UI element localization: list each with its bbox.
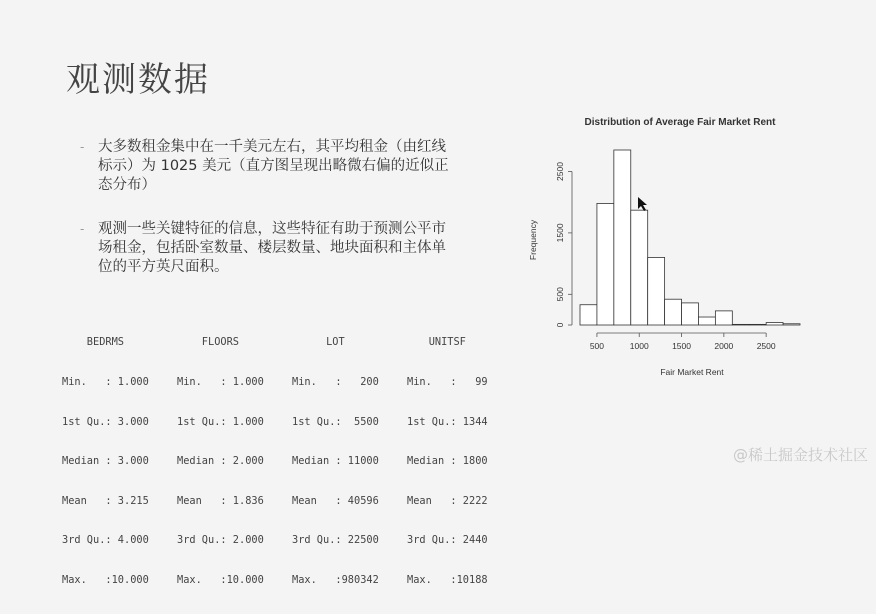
histogram-bar — [766, 323, 783, 325]
stats-row: Max. :980342 — [292, 574, 379, 587]
mouse-cursor-icon — [638, 197, 647, 211]
x-tick-label: 2500 — [756, 341, 776, 351]
stats-row: Max. :10.000 — [62, 574, 149, 587]
histogram-bar — [698, 317, 715, 325]
y-tick-label: 0 — [555, 322, 565, 328]
bullet-point-key-features — [80, 220, 460, 277]
histogram-bar — [682, 303, 699, 325]
stats-row: 3rd Qu.: 22500 — [292, 534, 379, 547]
chart-title: Distribution of Average Fair Market Rent — [584, 117, 776, 128]
watermark: @稀土掘金技术社区 — [732, 446, 868, 464]
stats-row: Max. :10.000 — [177, 574, 264, 587]
y-axis-label: Frequency — [528, 219, 538, 261]
stats-row: Median : 2.000 — [177, 455, 264, 468]
histogram-bar — [631, 210, 648, 325]
stats-row: 1st Qu.: 1344 — [407, 415, 488, 428]
histogram-bar — [580, 305, 597, 325]
stats-row: 1st Qu.: 5500 — [292, 415, 379, 428]
histogram-bar — [665, 299, 682, 325]
stats-row: Mean : 3.215 — [62, 494, 149, 507]
stats-row: Min. : 99 — [407, 376, 488, 389]
stats-row: Median : 11000 — [292, 455, 379, 468]
x-tick-label: 2000 — [714, 341, 734, 351]
x-tick-label: 500 — [589, 341, 605, 351]
stats-row: Mean : 2222 — [407, 494, 488, 507]
stats-column-header: FLOORS — [201, 336, 239, 349]
stats-row: 3rd Qu.: 2440 — [407, 534, 488, 547]
y-tick-label: 1500 — [555, 223, 565, 243]
histogram-bar — [715, 311, 732, 325]
stats-column-bedrms — [62, 310, 149, 614]
stats-column-header: LOT — [326, 336, 345, 349]
histogram-bar — [732, 324, 749, 325]
x-axis-label: Fair Market Rent — [660, 367, 724, 377]
histogram-bar — [648, 257, 665, 325]
stats-row: Mean : 40596 — [292, 494, 379, 507]
x-tick-label: 1000 — [629, 341, 649, 351]
stats-column-lot — [292, 310, 379, 614]
bullet-marker: - — [80, 222, 85, 236]
stats-row: 1st Qu.: 1.000 — [177, 415, 264, 428]
stats-row: Median : 1800 — [407, 455, 488, 468]
stats-row: 3rd Qu.: 4.000 — [62, 534, 149, 547]
stats-row: Max. :10188 — [407, 574, 488, 587]
histogram-svg — [520, 100, 820, 390]
stats-row: Median : 3.000 — [62, 455, 149, 468]
histogram-bar — [597, 203, 614, 325]
histogram-bar — [783, 324, 800, 325]
stats-row: Mean : 1.836 — [177, 494, 264, 507]
stats-column-floors — [177, 310, 264, 614]
stats-row: Min. : 200 — [292, 376, 379, 389]
stats-column-header: BEDRMS — [86, 336, 124, 349]
histogram-bar — [614, 150, 631, 325]
bullet-point-rent-distribution — [80, 138, 460, 195]
stats-row: 3rd Qu.: 2.000 — [177, 534, 264, 547]
histogram-bars — [580, 150, 800, 325]
y-tick-label: 500 — [555, 287, 565, 302]
histogram-chart — [520, 100, 820, 390]
bullet-text: 大多数租金集中在一千美元左右，其平均租金（由红线标示）为 1025 美元（直方图呈现出略微右偏的近似正态分布） — [98, 139, 449, 193]
bullet-text: 观测一些关键特征的信息，这些特征有助于预测公平市场租金，包括卧室数量、楼层数量、地块面积和主体单位的平方英尺面积。 — [98, 221, 446, 275]
histogram-bar — [749, 324, 766, 325]
stats-row: Min. : 1.000 — [177, 376, 264, 389]
stats-column-unitsf — [407, 310, 488, 614]
x-tick-label: 1500 — [672, 341, 691, 351]
bullet-marker: - — [80, 140, 85, 154]
stats-row: Min. : 1.000 — [62, 376, 149, 389]
y-tick-label: 2500 — [555, 162, 565, 181]
stats-column-header: UNITSF — [428, 336, 466, 349]
stats-row: 1st Qu.: 3.000 — [62, 415, 149, 428]
slide-title: 观测数据 — [66, 60, 210, 100]
